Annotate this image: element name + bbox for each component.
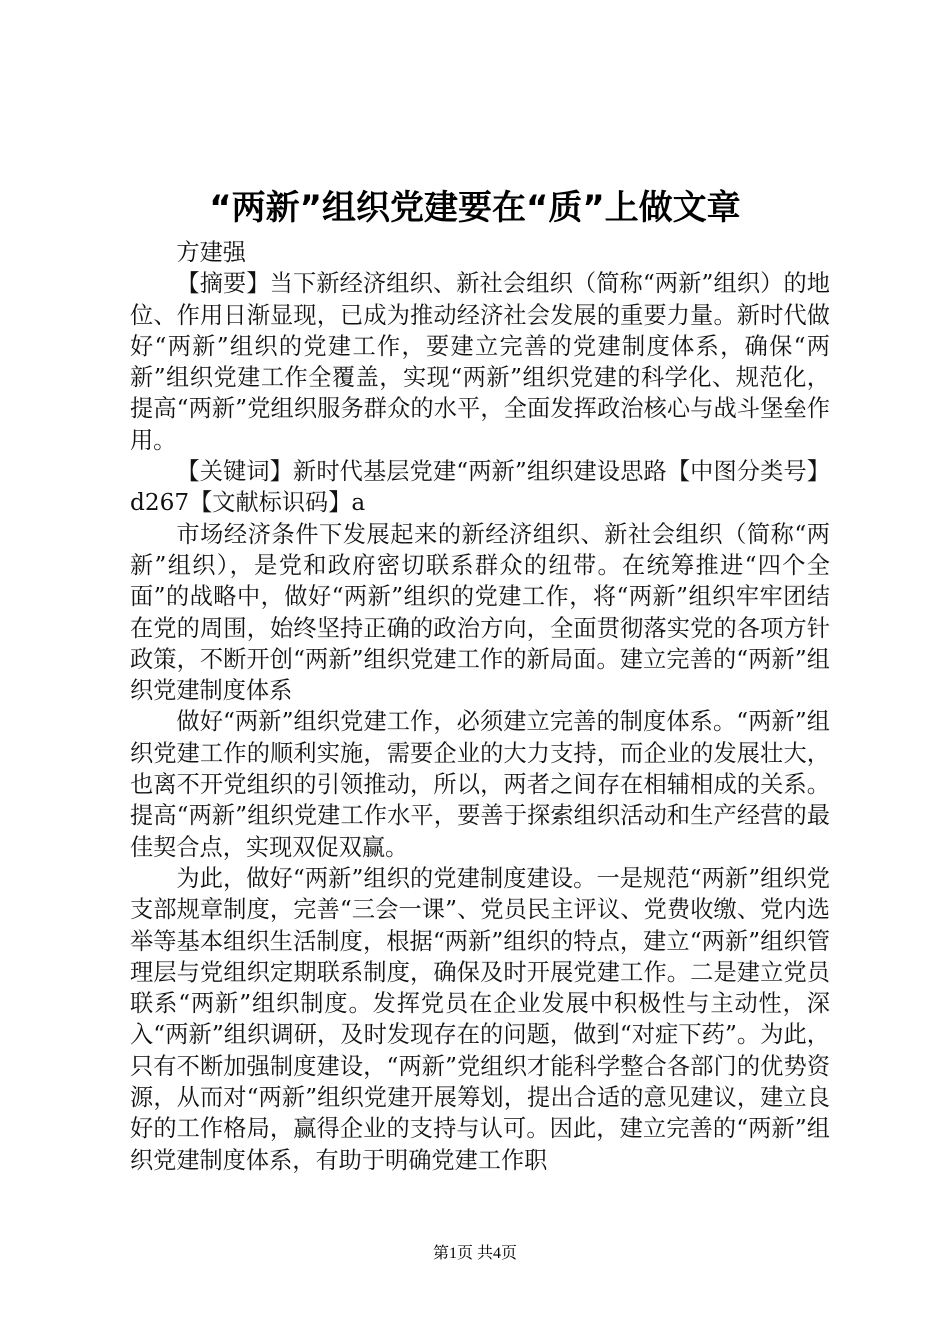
document-body bbox=[130, 237, 830, 1176]
author-line: 方建强 bbox=[176, 239, 246, 266]
paragraph-abstract: 【摘要】当下新经济组织、新社会组织（简称“两新”组织）的地位、作用日渐显现，已成为推动经济社会发展的重要力量。新时代做好“两新”组织的党建工作，要建立完善的党建制度体系，确保“两新”组织党建工作全覆盖，实现“两新”组织党建的科学化、规范化，提高“两新”党组织服务群众的水平，全面发挥政治核心与战斗堡垒作用。 bbox=[130, 270, 830, 454]
paragraph-keywords: 【关键词】新时代基层党建“两新”组织建设思路【中图分类号】d267【文献标识码】a bbox=[130, 458, 830, 517]
page-number-footer: 第1页 共4页 bbox=[432, 1245, 517, 1262]
document-title: “两新”组织党建要在“质”上做文章 bbox=[209, 188, 741, 228]
paragraph-measures: 为此，做好“两新”组织的党建制度建设。一是规范“两新”组织党支部规章制度，完善“三会一课”、党员民主评议、党费收缴、党内选举等基本组织生活制度，根据“两新”组织的特点，建立“两新”组织管理层与党组织定期联系制度，确保及时开展党建工作。二是建立党员联系“两新”组织制度。发挥党员在企业发展中积极性与主动性，深入“两新”组织调研，及时发现存在的问题，做到“对症下药”。为此，只有不断加强制度建设，“两新”党组织才能科学整合各部门的优势资源，从而对“两新”组织党建开展筹划，提出合适的意见建议，建立良好的工作格局，赢得企业的支持与认可。因此，建立完善的“两新”组织党建制度体系，有助于明确党建工作职 bbox=[130, 864, 830, 1174]
paragraph-intro: 市场经济条件下发展起来的新经济组织、新社会组织（简称“两新”组织），是党和政府密切联系群众的纽带。在统筹推进“四个全面”的战略中，做好“两新”组织的党建工作，将“两新”组织牢牢团结在党的周围，始终坚持正确的政治方向，全面贯彻落实党的各项方针政策，不断开创“两新”组织党建工作的新局面。建立完善的“两新”组织党建制度体系 bbox=[130, 520, 830, 705]
paragraph-system: 做好“两新”组织党建工作，必须建立完善的制度体系。“两新”组织党建工作的顺利实施，需要企业的大力支持，而企业的发展壮大，也离不开党组织的引领推动，所以，两者之间存在相辅相成的关系。提高“两新”组织党建工作水平，要善于探索组织活动和生产经营的最佳契合点，实现双促双赢。 bbox=[130, 708, 830, 861]
